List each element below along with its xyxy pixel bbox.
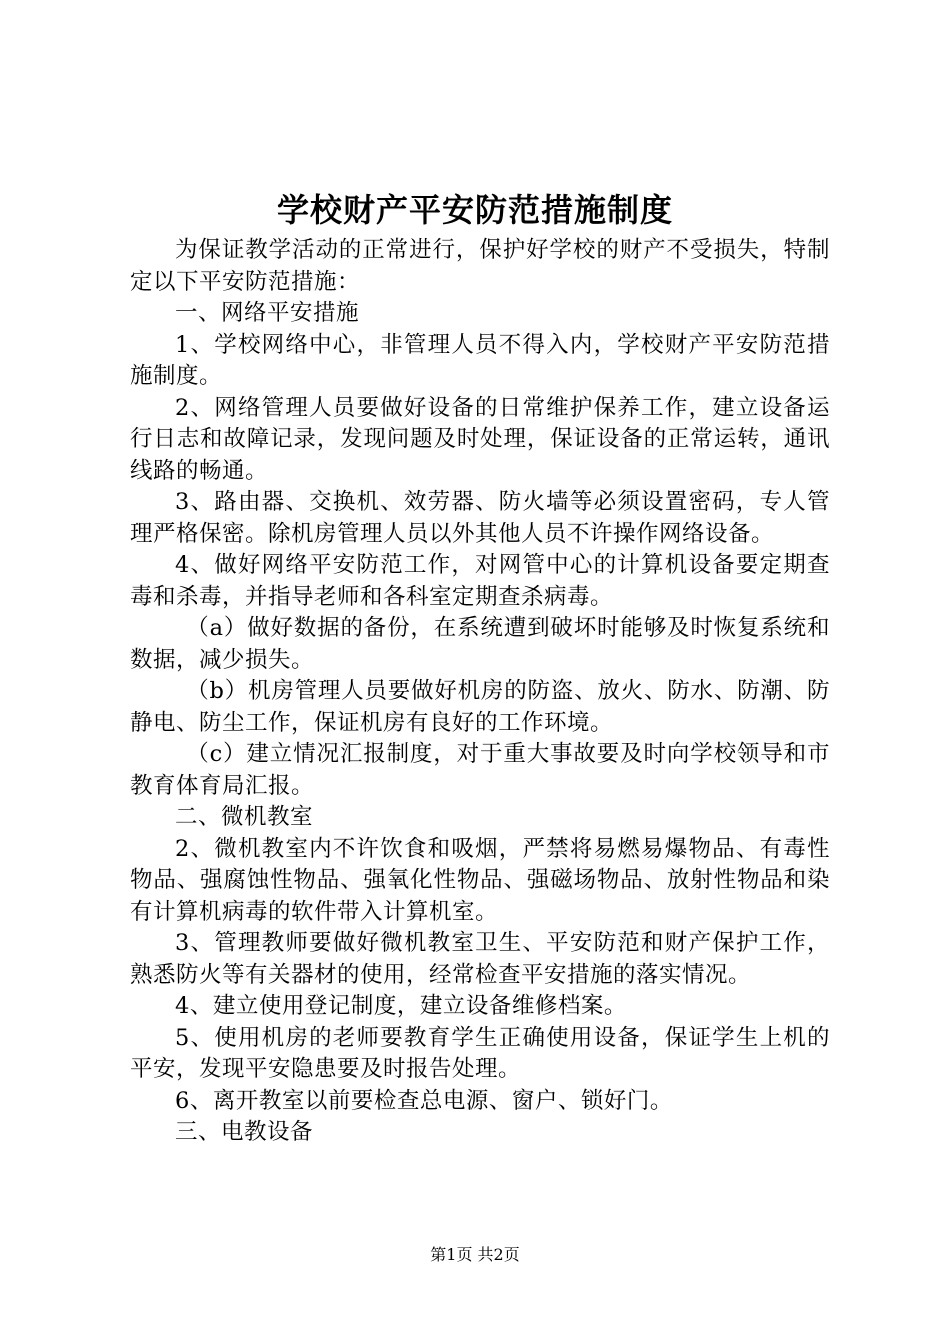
paragraph: 3、路由器、交换机、效劳器、防火墙等必须设置密码，专人管理严格保密。除机房管理人员以外其他人员不许操作网络设备。 (130, 489, 830, 547)
page-footer: 第1页 共2页 (430, 1245, 520, 1264)
paragraph: 2、网络管理人员要做好设备的日常维护保养工作，建立设备运行日志和故障记录，发现问题及时处理，保证设备的正常运转，通讯线路的畅通。 (130, 394, 830, 484)
paragraph: 4、做好网络平安防范工作，对网管中心的计算机设备要定期查毒和杀毒，并指导老师和各科室定期查杀病毒。 (130, 552, 830, 610)
paragraph: 2、微机教室内不许饮食和吸烟，严禁将易燃易爆物品、有毒性物品、强腐蚀性物品、强氧化性物品、强磁场物品、放射性物品和染有计算机病毒的软件带入计算机室。 (130, 835, 830, 925)
intro-paragraph: 为保证教学活动的正常进行，保护好学校的财产不受损失，特制定以下平安防范措施： (130, 237, 830, 295)
section-heading-network: 一、网络平安措施 (175, 300, 360, 326)
paragraph: （a）做好数据的备份，在系统遭到破坏时能够及时恢复系统和数据，减少损失。 (130, 615, 830, 673)
document-body (130, 235, 830, 1149)
paragraph: 4、建立使用登记制度，建立设备维修档案。 (175, 993, 627, 1019)
paragraph: （c）建立情况汇报制度，对于重大事故要及时向学校领导和市教育体育局汇报。 (130, 741, 830, 799)
section-heading-av-equipment: 三、电教设备 (175, 1119, 314, 1145)
paragraph: 5、使用机房的老师要教育学生正确使用设备，保证学生上机的平安，发现平安隐患要及时报告处理。 (130, 1024, 830, 1082)
paragraph: 6、离开教室以前要检查总电源、窗户、锁好门。 (175, 1087, 673, 1114)
paragraph: （b）机房管理人员要做好机房的防盗、放火、防水、防潮、防静电、防尘工作，保证机房有良好的工作环境。 (130, 678, 830, 736)
paragraph: 3、管理教师要做好微机教室卫生、平安防范和财产保护工作，熟悉防火等有关器材的使用，经常检查平安措施的落实情况。 (130, 930, 830, 988)
paragraph: 1、学校网络中心，非管理人员不得入内，学校财产平安防范措施制度。 (130, 331, 830, 389)
document-title: 学校财产平安防范措施制度 (276, 191, 673, 229)
section-heading-computer-room: 二、微机教室 (175, 804, 314, 830)
